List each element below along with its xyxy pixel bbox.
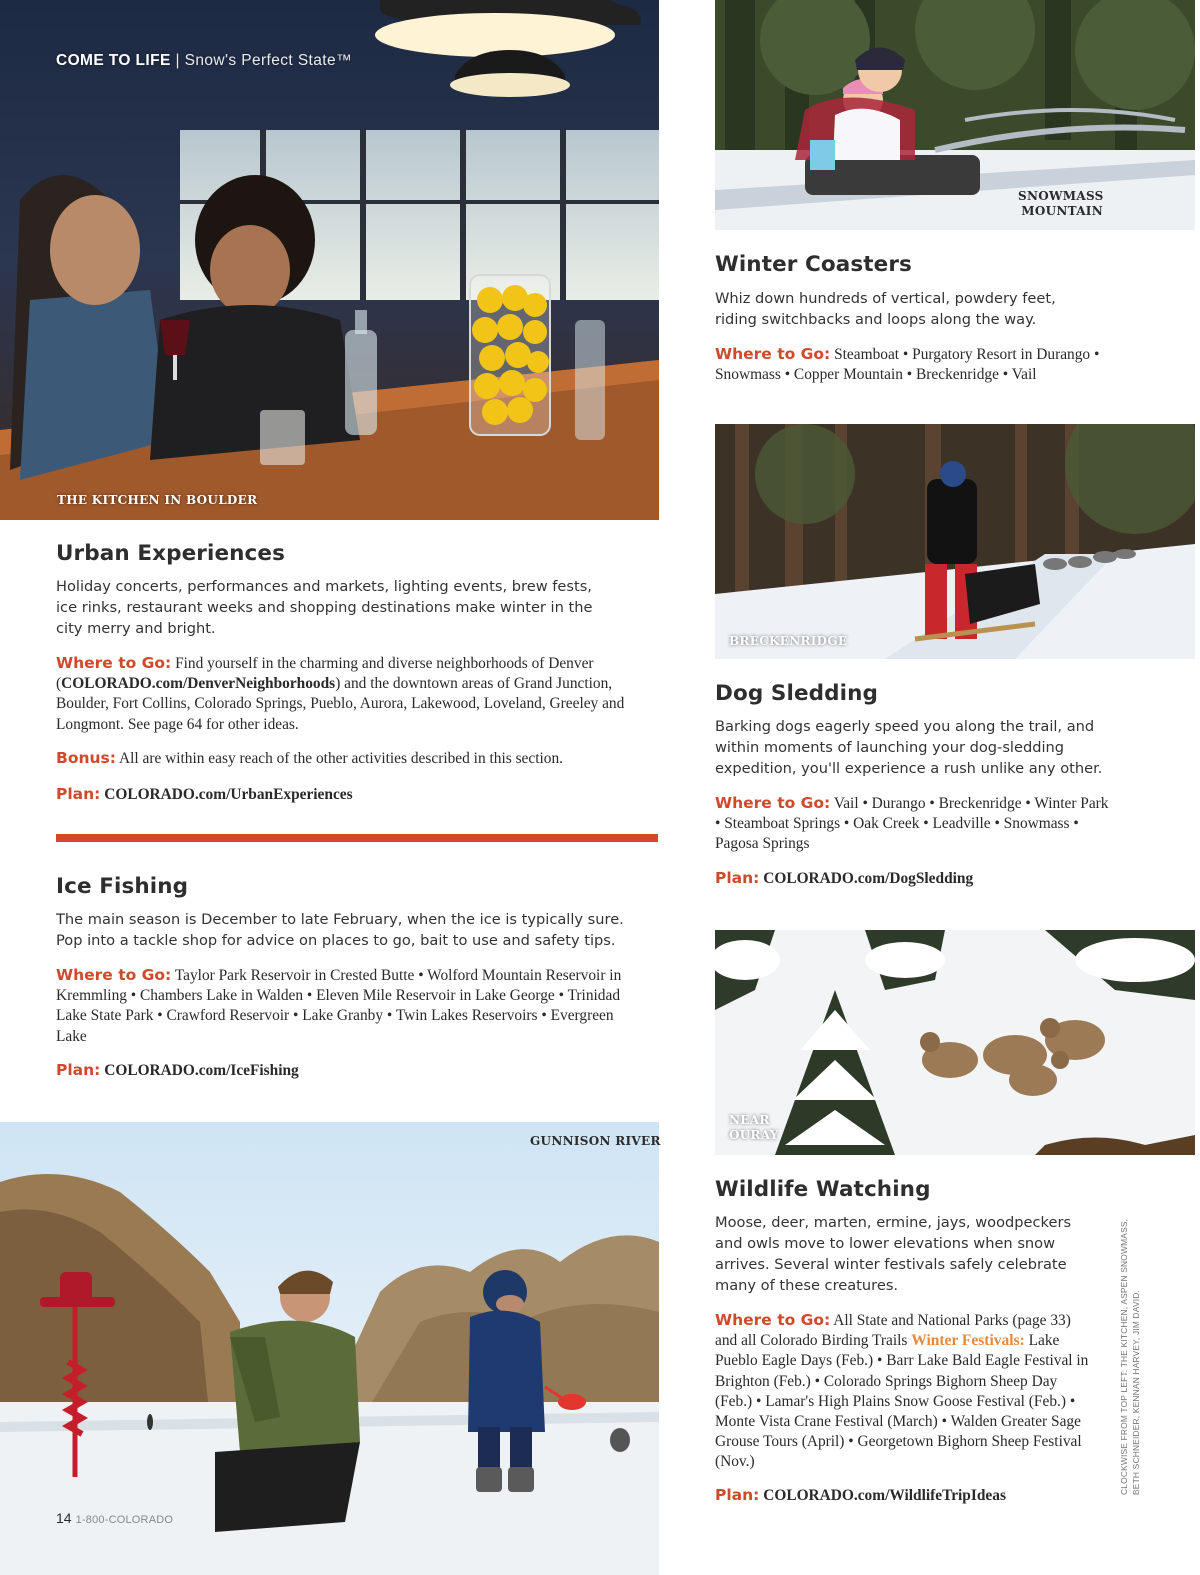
coaster-illustration [715, 0, 1195, 230]
coasters-where [715, 344, 1135, 385]
dog-plan [715, 868, 1115, 889]
coasters-title: Winter Coasters [715, 252, 912, 277]
dog-plan-label: Plan: [715, 869, 760, 887]
urban-bonus-label: Bonus: [56, 749, 116, 767]
header-separator: | [175, 52, 180, 69]
urban-bonus [56, 748, 661, 769]
wildlife-plan-link[interactable]: COLORADO.com/WildlifeTripIdeas [763, 1487, 1006, 1504]
caption-kitchen: THE KITCHEN IN BOULDER [57, 493, 258, 507]
photo-credits: CLOCKWISE FROM TOP LEFT: THE KITCHEN, ASPEN SNOWMASS, BETH SCHNEIDER, KENNAN HARVEY, JIM DAVID. [1119, 1218, 1141, 1495]
page-number: 14 [56, 1510, 72, 1526]
caption-ouray: NEAR OURAY [729, 1113, 779, 1142]
urban-plan [56, 784, 661, 805]
urban-where-label: Where to Go: [56, 654, 172, 672]
caption-snowmass: SNOWMASS MOUNTAIN [1018, 189, 1104, 218]
caption-breckenridge: BRECKENRIDGE [729, 634, 848, 648]
urban-where-text-a: Find yourself in the charming and diverse neighborhoods of Denver ( [56, 655, 594, 693]
ice-plan [56, 1060, 631, 1081]
ice-body: The main season is December to late February, when the ice is typically sure. Pop into a tackle shop for advice on places to go, bait to use and safety tips. [56, 911, 624, 949]
wildlife-festivals-label: Winter Festivals: [911, 1332, 1025, 1350]
dog-where-label: Where to Go: [715, 794, 831, 812]
wildlife-title: Wildlife Watching [715, 1177, 931, 1202]
urban-title: Urban Experiences [56, 541, 285, 566]
dog-where [715, 793, 1115, 855]
denver-neighborhoods-link[interactable]: COLORADO.com/DenverNeighborhoods [61, 675, 336, 693]
dogsled-illustration [715, 424, 1195, 659]
ice-title: Ice Fishing [56, 874, 189, 899]
section-divider [56, 834, 658, 842]
wildlife-plan [715, 1485, 1115, 1506]
wildlife-where-text: All State and National Parks (page 33) and all Colorado Birding Trails [715, 1312, 1071, 1350]
dog-body: Barking dogs eagerly speed you along the trail, and within moments of launching your dog-sledding expedition, you'll experience a rush unlike any other. [715, 718, 1103, 777]
wildlife-body: Moose, deer, marten, ermine, jays, woodpeckers and owls move to lower elevations when snow arrives. Several winter festivals safely celebrate many of these creatures. [715, 1214, 1072, 1294]
dog-title: Dog Sledding [715, 681, 878, 706]
header-subtitle: Snow's Perfect State™ [184, 52, 352, 69]
urban-where-text-b: ) and the downtown areas of Grand Junction, Boulder, Fort Collins, Colorado Springs, Pueblo, Aurora, Lakewood, Loveland, Greeley and Longmont. See page 64 for other ideas. [56, 675, 625, 733]
ice-where [56, 965, 631, 1047]
urban-bonus-text: All are within easy reach of the other activities described in this section. [118, 750, 564, 767]
page-footer [56, 1510, 173, 1526]
sheep-illustration [715, 930, 1195, 1155]
wildlife-plan-label: Plan: [715, 1486, 760, 1504]
urban-plan-label: Plan: [56, 785, 101, 803]
photo-kitchen-boulder [0, 0, 659, 520]
urban-body: Holiday concerts, performances and markets, lighting events, brew fests, ice rinks, restaurant weeks and shopping destinations make winter in the city merry and bright. [56, 578, 593, 637]
section-header [56, 52, 352, 70]
ice-fishing-illustration [0, 1122, 659, 1575]
ice-plan-link[interactable]: COLORADO.com/IceFishing [104, 1062, 299, 1079]
photo-snowmass-coaster [715, 0, 1195, 230]
footer-phone: 1-800-COLORADO [75, 1514, 174, 1526]
photo-breckenridge-dogsled [715, 424, 1195, 659]
ice-where-text: Taylor Park Reservoir in Crested Butte • Wolford Mountain Reservoir in Kremmling • Chambers Lake in Walden • Eleven Mile Reservoir in Lake George • Trinidad Lake State Park • Crawford Reservoir • Lake Granby • Twin Lakes Reservoirs • Evergreen Lake [56, 967, 622, 1045]
dog-where-text: Vail • Durango • Breckenridge • Winter Park • Steamboat Springs • Oak Creek • Leadville • Snowmass • Pagosa Springs [715, 795, 1109, 853]
urban-where [56, 653, 661, 735]
header-section: COME TO LIFE [56, 52, 171, 69]
photo-ouray-sheep [715, 930, 1195, 1155]
wildlife-where-label: Where to Go: [715, 1311, 831, 1329]
dog-plan-link[interactable]: COLORADO.com/DogSledding [763, 870, 974, 887]
wildlife-festivals-text: Lake Pueblo Eagle Days (Feb.) • Barr Lake Bald Eagle Festival in Brighton (Feb.) • Colorado Springs Bighorn Sheep Day (Feb.) • Lamar's High Plains Snow Goose Festival (Feb.) • Monte Vista Crane Festival (March) • Walden Greater Sage Grouse Tours (April) • Georgetown Bighorn Sheep Festival (Nov.) [715, 1332, 1089, 1471]
caption-gunnison: GUNNISON RIVER [530, 1134, 661, 1148]
ice-plan-label: Plan: [56, 1061, 101, 1079]
photo-gunnison-river [0, 1122, 659, 1575]
wildlife-where [715, 1310, 1095, 1473]
coasters-where-text: Steamboat • Purgatory Resort in Durango • Snowmass • Copper Mountain • Breckenridge • Vail [715, 346, 1100, 384]
coasters-body: Whiz down hundreds of vertical, powdery feet, riding switchbacks and loops along the way. [715, 290, 1056, 328]
urban-plan-link[interactable]: COLORADO.com/UrbanExperiences [104, 786, 353, 803]
kitchen-illustration [0, 0, 659, 520]
ice-where-label: Where to Go: [56, 966, 172, 984]
coasters-where-label: Where to Go: [715, 345, 831, 363]
